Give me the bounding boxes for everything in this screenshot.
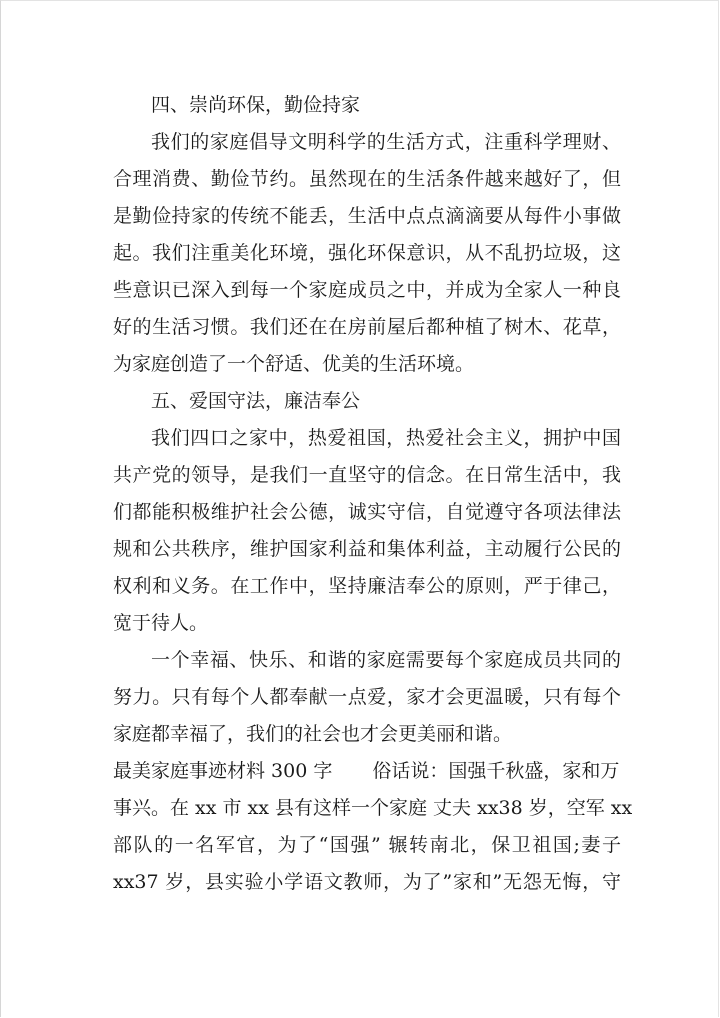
paragraph-line: 是勤俭持家的传统不能丢，生活中点点滴滴要从每件小事做 (113, 205, 621, 227)
section-heading-environment: 四、崇尚环保，勤俭持家 (151, 94, 361, 116)
paragraph-line: 好的生活习惯。我们还在在房前屋后都种植了树木、花草， (113, 316, 621, 338)
paragraph-line: 一个幸福、快乐、和谐的家庭需要每个家庭成员共同的 (151, 649, 621, 671)
paragraph-line: 为家庭创造了一个舒适、优美的生活环境。 (113, 353, 475, 375)
paragraph-line: 我们四口之家中，热爱祖国，热爱社会主义，拥护中国 (151, 427, 621, 449)
paragraph-line: 部队的一名军官，为了“国强” 辗转南北，保卫祖国;妻子 (113, 834, 621, 856)
paragraph-line: 合理消费、勤俭节约。虽然现在的生活条件越来越好了，但 (113, 168, 621, 190)
paragraph-line: xx37 岁，县实验小学语文教师，为了”家和”无怨无悔，守 (113, 871, 621, 893)
paragraph-line: 家庭都幸福了，我们的社会也才会更美丽和谐。 (113, 723, 513, 745)
next-article-title: 最美家庭事迹材料 300 字 (113, 760, 333, 782)
document-body (113, 87, 633, 901)
paragraph-line: 努力。只有每个人都奉献一点爱，家才会更温暖，只有每个 (113, 686, 621, 708)
paragraph-line: 事兴。在 xx 市 xx 县有这样一个家庭 丈夫 xx38 岁，空军 xx (113, 797, 633, 819)
next-article-opening: 俗话说：国强千秋盛，家和万 (372, 760, 620, 782)
paragraph-line: 共产党的领导，是我们一直坚守的信念。在日常生活中，我 (113, 464, 621, 486)
paragraph-line: 我们的家庭倡导文明科学的生活方式，注重科学理财、 (151, 131, 621, 153)
paragraph-line: 权利和义务。在工作中，坚持廉洁奉公的原则，严于律己， (113, 575, 621, 597)
paragraph-line: 们都能积极维护社会公德，诚实守信，自觉遵守各项法律法 (113, 501, 621, 523)
paragraph-line: 些意识已深入到每一个家庭成员之中，并成为全家人一种良 (113, 279, 621, 301)
paragraph-line: 宽于待人。 (113, 612, 209, 634)
paragraph-line: 规和公共秩序，维护国家利益和集体利益，主动履行公民的 (113, 538, 621, 560)
section-heading-patriotism: 五、爱国守法，廉洁奉公 (151, 390, 361, 412)
next-article-first-line (113, 753, 621, 790)
paragraph-line: 起。我们注重美化环境，强化环保意识，从不乱扔垃圾，这 (113, 242, 621, 264)
